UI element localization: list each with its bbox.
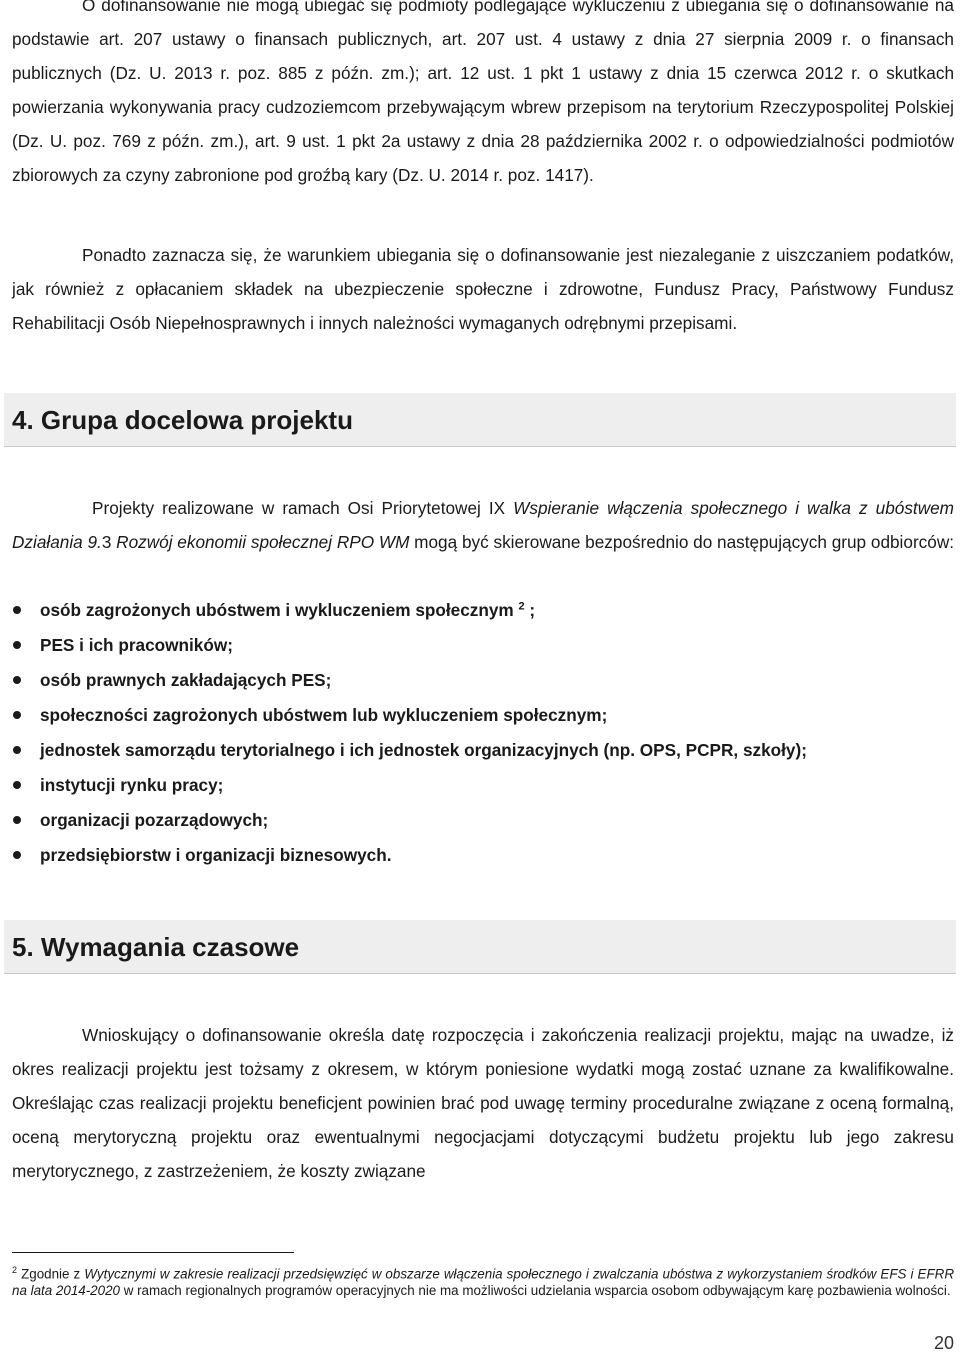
- list-item: [12, 768, 954, 803]
- list-item: [12, 838, 954, 873]
- paragraph-ponadto-text: Ponadto zaznacza się, że warunkiem ubiegania się o dofinansowanie jest niezaleganie z uiszczaniem podatków, jak również z opłacaniem składek na ubezpieczenie społeczne i zdrowotne, Fundusz Pracy, Państwowy Fundusz Rehabilitacji Osób Niepełnosprawnych i innych należności wymaganych odrębnymi przepisami.: [12, 245, 954, 333]
- list-item-text: organizacji pozarządowych;: [40, 810, 269, 830]
- list-item-text: jednostek samorządu terytorialnego i ich jednostek organizacyjnych (np. OPS, PCPR, szkoły);: [40, 740, 807, 760]
- bullet-icon: [13, 641, 21, 649]
- paragraph-ponadto: [12, 238, 954, 340]
- list-item: [12, 593, 954, 628]
- paragraph-exclusions: [12, 0, 954, 192]
- footnote: [12, 1262, 954, 1299]
- bullet-icon: [13, 711, 21, 719]
- footnote-mark: 2: [12, 1265, 18, 1275]
- intro-italic-1: Wspieranie włączenia społecznego i walka z ubóstwem Działania 9.: [12, 498, 954, 552]
- footnote-italic: Wytycznymi w zakresie realizacji przedsięwzięć w obszarze włączenia społecznego i zwalczania ubóstwa z wykorzystaniem środków EFS i EFRR na lata 2014-2020: [12, 1266, 954, 1299]
- bullet-icon: [13, 606, 21, 614]
- list-item-text: społeczności zagrożonych ubóstwem lub wykluczeniem społecznym;: [40, 705, 608, 725]
- bullet-icon: [13, 676, 21, 684]
- intro-text-2: 3: [101, 532, 117, 552]
- section-5-text: Wnioskujący o dofinansowanie określa datę rozpoczęcia i zakończenia realizacji projektu, mając na uwadze, iż okres realizacji projektu jest tożsamy z okresem, w którym poniesione wydatki mogą zostać uznane za kwalifikowalne. Określając czas realizacji projektu beneficjent powinien brać pod uwagę terminy proceduralne związane z oceną formalną, oceną merytoryczną projektu oraz ewentualnymi negocjacjami dotyczącymi budżetu projektu lub jego zakresu merytorycznego, z zastrzeżeniem, że koszty związane: [12, 1025, 954, 1181]
- footnote-text-1: Zgodnie z: [17, 1266, 85, 1282]
- bullet-icon: [13, 851, 21, 859]
- list-item: [12, 733, 954, 768]
- list-item-text: PES i ich pracowników;: [40, 635, 233, 655]
- list-item-text: osób prawnych zakładających PES;: [40, 670, 332, 690]
- footnote-text-2: w ramach regionalnych programów operacyjnych nie ma możliwości udzielania wsparcia osobom odbywającym karę pozbawienia wolności.: [119, 1283, 951, 1299]
- list-item: [12, 663, 954, 698]
- list-item-text: instytucji rynku pracy;: [40, 775, 224, 795]
- list-item: [12, 803, 954, 838]
- list-item-text: przedsiębiorstw i organizacji biznesowych.: [40, 845, 392, 865]
- footnote-divider: [12, 1252, 294, 1253]
- list-item: [12, 628, 954, 663]
- intro-text-3: mogą być skierowane bezpośrednio do następujących grup odbiorców:: [409, 532, 955, 552]
- target-groups-list: [12, 593, 954, 873]
- section-4-intro: [12, 491, 954, 559]
- section-5-paragraph: [12, 1018, 954, 1188]
- bullet-icon: [13, 816, 21, 824]
- list-item: [12, 698, 954, 733]
- list-item-suffix: ;: [524, 600, 536, 620]
- paragraph-exclusions-text: O dofinansowanie nie mogą ubiegać się podmioty podlegające wykluczeniu z ubiegania się o dofinansowanie na podstawie art. 207 ustawy o finansach publicznych, art. 207 ust. 4 ustawy z dnia 27 sierpnia 2009 r. o finansach publicznych (Dz. U. 2013 r. poz. 885 z późn. zm.); art. 12 ust. 1 pkt 1 ustawy z dnia 15 czerwca 2012 r. o skutkach powierzania wykonywania pracy cudzoziemcom przebywającym wbrew przepisom na terytorium Rzeczypospolitej Polskiej (Dz. U. poz. 769 z późn. zm.), art. 9 ust. 1 pkt 2a ustawy z dnia 28 października 2002 r. o odpowiedzialności podmiotów zbiorowych za czyny zabronione pod groźbą kary (Dz. U. 2014 r. poz. 1417).: [12, 0, 954, 185]
- intro-text-1: Projekty realizowane w ramach Osi Priorytetowej IX: [92, 498, 514, 518]
- intro-italic-2: Rozwój ekonomii społecznej RPO WM: [116, 532, 410, 552]
- section-5-heading: 5. Wymagania czasowe: [4, 920, 956, 974]
- bullet-icon: [13, 746, 21, 754]
- list-item-text: osób zagrożonych ubóstwem i wykluczeniem społecznym: [40, 600, 514, 620]
- page-number: 20: [933, 1333, 954, 1353]
- footnote-ref: 2: [518, 600, 525, 613]
- bullet-icon: [13, 781, 21, 789]
- section-4-heading: 4. Grupa docelowa projektu: [4, 393, 956, 447]
